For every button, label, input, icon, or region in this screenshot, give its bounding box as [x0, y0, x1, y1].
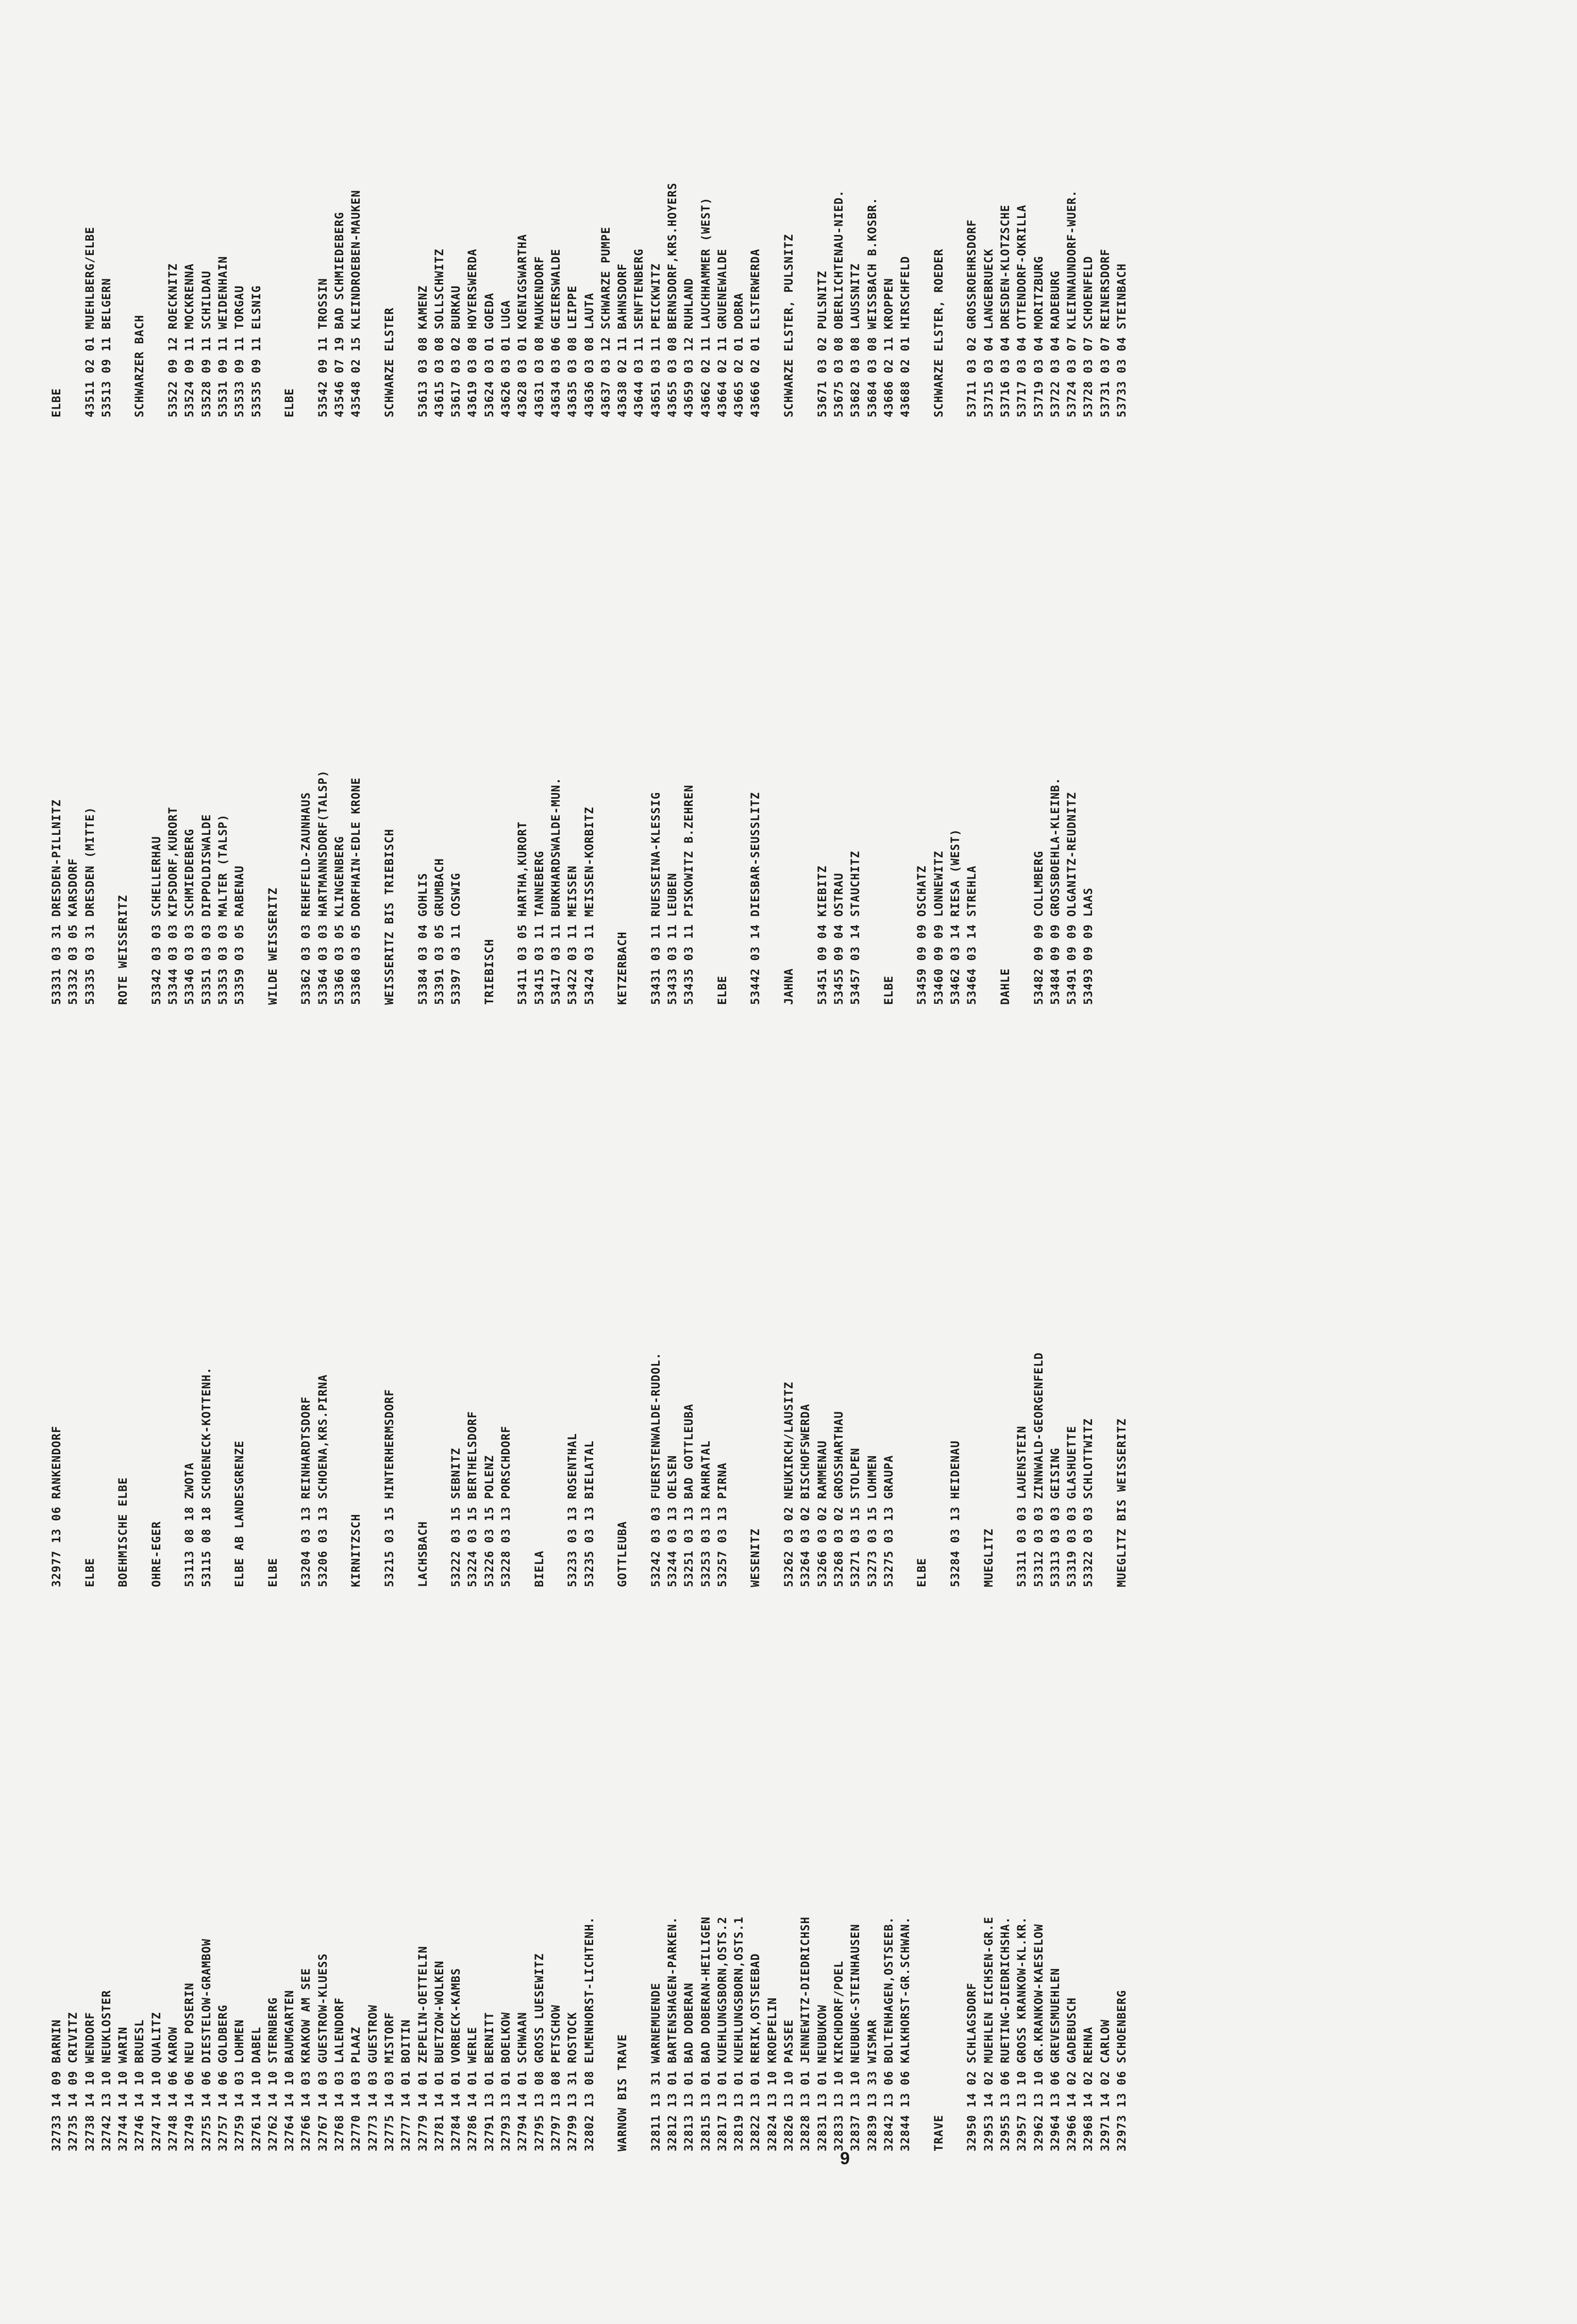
list-item: 53215 03 15 HINTERHERMSDORF [383, 1389, 396, 1587]
list-item: 43638 02 11 BAHNSDORF [616, 263, 630, 417]
list-item [798, 469, 814, 1005]
list-item: 32747 14 10 QUALITZ [150, 2012, 163, 2151]
list-item: 53459 09 09 OSCHATZ [916, 865, 929, 1005]
list-item: ELBE [882, 975, 896, 1005]
list-item: 53319 03 03 GLASHUETTE [1066, 1425, 1079, 1587]
list-item: 53491 09 09 OLGANITZ-REUDNITZ [1066, 791, 1079, 1005]
list-item: 53366 03 05 KLINGENBERG [333, 836, 347, 1005]
list-item: 32744 14 10 WARIN [117, 2026, 130, 2151]
list-item [998, 1051, 1014, 1587]
list-item: 53724 03 07 KLEINNAUNDORF-WUER. [1066, 190, 1079, 417]
list-item [914, 0, 931, 417]
list-item [1014, 469, 1031, 1005]
list-item [332, 1051, 348, 1587]
list-item: 43659 03 12 RUHLAND [683, 278, 696, 417]
list-item: 32817 13 01 KUEHLUNGSBORN,OSTS.2 [716, 1916, 729, 2151]
list-item: 53257 03 13 PIRNA [716, 1462, 729, 1587]
list-item [99, 1051, 115, 1587]
list-item: 53264 03 02 BISCHOFSWERDA [799, 1403, 813, 1587]
list-item: 53455 09 04 OSTRAU [832, 872, 846, 1005]
list-item: 53332 03 05 KARSDORF [67, 858, 80, 1005]
list-item: 53351 03 03 DIPPOLDISWALDE [200, 814, 213, 1005]
list-item: 43662 02 11 LAUCHHAMMER (WEST) [699, 197, 713, 417]
list-item [99, 469, 115, 1005]
list-item: WARNOW BIS TRAVE [616, 2034, 630, 2151]
list-item: 53224 03 15 BERTHELSDORF [466, 1411, 480, 1587]
list-item [598, 1051, 615, 1587]
list-item [964, 1051, 981, 1587]
list-item [498, 469, 515, 1005]
list-item: 53424 03 11 MEISSEN-KORBITZ [583, 806, 596, 1005]
list-item: 32973 13 06 SCHOENBERG [1116, 1990, 1129, 2151]
list-item: 53384 03 04 GOHLIS [416, 872, 430, 1005]
list-item: 53460 09 09 LONNEWITZ [932, 850, 946, 1005]
list-item: 53433 03 11 LEUBEN [666, 872, 679, 1005]
list-item: 43634 03 06 GEIERSWALDE [549, 248, 563, 417]
list-item: 53731 03 07 REINERSDORF [1099, 248, 1112, 417]
list-item: TRIEBISCH [483, 938, 496, 1005]
list-item: 53733 03 04 STEINBACH [1116, 263, 1129, 417]
list-item: 32833 13 10 KIRCHDORF/POEL [832, 1960, 846, 2151]
list-item: OHRE-EGER [150, 1521, 163, 1587]
list-item: 43615 03 08 SOLLSCHWITZ [433, 248, 446, 417]
list-item [948, 1615, 964, 2151]
list-item: 32748 14 06 KAROW [167, 2026, 180, 2151]
list-item: 53711 03 02 GROSSROEHRSDORF [966, 219, 979, 417]
list-item: 53524 09 11 MOCKRENNA [183, 263, 197, 417]
list-item: 53228 03 13 PORSCHDORF [500, 1425, 513, 1587]
list-item: KETZERBACH [616, 931, 630, 1005]
list-item [865, 469, 881, 1005]
list-item [465, 469, 481, 1005]
list-item: BOEHMISCHE ELBE [117, 1477, 130, 1587]
list-item [65, 0, 82, 417]
list-item: 53522 09 12 ROECKNITZ [167, 263, 180, 417]
list-item: 32735 14 09 CRIVITZ [67, 2012, 80, 2151]
list-item: 53482 09 09 COLLMBERG [1032, 850, 1046, 1005]
list-item: 32955 13 06 RUETING-DIEDRICHSHA. [999, 1916, 1012, 2151]
list-item: 32962 13 10 GR.KRANKOW-KAESELOW [1032, 1924, 1046, 2151]
column-1 [49, 1615, 1131, 2151]
list-item: 43511 02 01 MUEHLBERG/ELBE [83, 226, 97, 417]
list-item: 32784 14 01 VORBECK-KAMBS [450, 1967, 463, 2151]
list-item: ROTE WEISSERITZ [117, 895, 130, 1005]
list-item: 53717 03 04 OTTENDORF-OKRILLA [1016, 204, 1029, 417]
list-item: 53233 03 13 ROSENTHAL [566, 1433, 580, 1587]
list-item: 32746 14 10 BRUESL [133, 2019, 147, 2151]
page-number: 9 [840, 2149, 850, 2168]
list-item [432, 1051, 448, 1587]
list-item: 53422 03 11 MEISSEN [566, 865, 580, 1005]
list-item [215, 1051, 232, 1587]
list-item: 32767 14 03 GUESTROW-KLUESS [316, 1953, 330, 2151]
list-item: 32964 13 06 GREVESMUEHLEN [1049, 1967, 1062, 2151]
list-item: 32791 13 01 BERNITT [483, 2012, 496, 2151]
list-item: 53722 03 04 RADEBURG [1049, 271, 1062, 417]
list-item: 53542 09 11 TROSSIN [316, 278, 330, 417]
list-item: 43635 03 08 LEIPPE [566, 285, 580, 417]
list-item: 53411 03 05 HARTHA,KURORT [516, 821, 530, 1005]
list-item: 53335 03 31 DRESDEN (MITTE) [83, 806, 97, 1005]
list-item [115, 0, 132, 417]
list-item: 32831 13 01 NEUBUKOW [816, 2005, 829, 2151]
list-item: 53342 03 03 SCHELLERHAU [150, 836, 163, 1005]
list-item [931, 1051, 948, 1587]
list-item: 32968 14 02 REHNA [1082, 2026, 1096, 2151]
list-item [398, 1051, 415, 1587]
list-item: 43619 03 08 HOYERSWERDA [466, 248, 480, 417]
list-item: 53675 03 08 OBERLICHTENAU-NIED. [832, 190, 846, 417]
list-item [1098, 1051, 1114, 1587]
list-item [298, 0, 315, 417]
list-item: 53312 03 03 ZINNWALD-GEORGENFELD [1032, 1352, 1046, 1587]
list-item: 32802 13 08 ELMENHORST-LICHTENH. [583, 1916, 596, 2151]
list-item: 43546 07 19 BAD SCHMIEDEBERG [333, 212, 347, 417]
list-item: 53624 03 01 GOEDA [483, 292, 496, 417]
list-item: 32950 14 02 SCHLAGSDORF [966, 1982, 979, 2151]
list-item: 43637 03 12 SCHWARZE PUMPE [599, 226, 613, 417]
list-item: 53244 03 13 OELSEN [666, 1455, 679, 1587]
list-item: 32793 13 01 BOELKOW [500, 2012, 513, 2151]
list-item: 32797 13 08 PETSCHOW [549, 2005, 563, 2151]
list-item: 53617 03 02 BURKAU [450, 285, 463, 417]
list-item [631, 1615, 648, 2151]
list-item: 53251 03 13 BAD GOTTLEUBA [683, 1403, 696, 1587]
list-item: 32799 13 31 ROSTOCK [566, 2012, 580, 2151]
list-item: 53462 03 14 RIESA (WEST) [949, 829, 963, 1005]
list-item: 43655 03 08 BERNSDORF,KRS.HOYERS [666, 182, 679, 417]
list-item: 32824 13 10 KROEPELIN [766, 1997, 779, 2151]
list-item: SCHWARZER BACH [133, 314, 147, 417]
list-item: 32953 14 02 MUEHLEN EICHSEN-GR.E [982, 1916, 996, 2151]
list-item: 43686 02 11 KROPPEN [882, 278, 896, 417]
list-item: 43626 03 01 LUGA [500, 300, 513, 417]
list-item [365, 1051, 382, 1587]
list-item: 53457 03 14 STAUCHITZ [849, 850, 863, 1005]
list-item [398, 469, 415, 1005]
list-item: 53284 03 13 HEIDENAU [949, 1440, 963, 1587]
list-item [365, 0, 382, 417]
list-item: 32837 13 10 NEUBURG-STEINHAUSEN [849, 1924, 863, 2151]
list-item [914, 1615, 931, 2151]
list-item: 32775 14 03 MISTORF [383, 2012, 396, 2151]
list-item: 32828 13 01 JENNEWITZ-DIEDRICHSH [799, 1916, 813, 2151]
list-item: 53346 03 03 SCHMIEDEBERG [183, 829, 197, 1005]
list-item: 32781 14 01 BUETZOW-WOLKEN [433, 1960, 446, 2151]
list-item: 53311 03 03 LAUENSTEIN [1016, 1425, 1029, 1587]
column-2 [49, 1051, 1131, 1587]
list-item [548, 1051, 565, 1587]
list-item [981, 469, 998, 1005]
list-item: 53273 03 15 LOHMEN [866, 1455, 879, 1587]
list-item: 43665 02 01 DOBRA [733, 292, 746, 417]
list-item: 32733 14 09 BARNIN [51, 2019, 63, 2151]
list-item: 32759 14 03 LOHMEN [233, 2019, 247, 2151]
list-item: 53671 03 02 PULSNITZ [816, 271, 829, 417]
list-item: ELBE [266, 1558, 280, 1587]
list-item: 43636 03 08 LAUTA [583, 292, 596, 417]
list-item [631, 1051, 648, 1587]
list-item [249, 469, 265, 1005]
list-item: 53531 09 11 WEIDENHAIN [216, 256, 230, 417]
list-item: 32773 14 03 GUESTROW [366, 2005, 380, 2151]
list-item [132, 469, 148, 1005]
list-item: 43666 02 01 ELSTERWERDA [749, 248, 763, 417]
list-item: 53513 09 11 BELGERN [100, 278, 113, 417]
column-3 [49, 469, 1098, 1005]
list-item: ELBE [716, 975, 729, 1005]
list-item: 53226 03 15 POLENZ [483, 1455, 496, 1587]
list-item: SCHWARZE ELSTER, PULSNITZ [783, 233, 796, 417]
list-item: 43664 02 11 GRUENEWALDE [716, 248, 729, 417]
list-item: 32844 13 06 KALKHORST-GR.SCHWAN. [899, 1916, 913, 2151]
list-item: 53535 09 11 ELSNIG [250, 285, 263, 417]
list-item: 53484 09 09 GROSSBOEHLA-KLEINB. [1049, 777, 1062, 1005]
list-item [165, 1051, 182, 1587]
list-item: 43688 02 01 HIRSCHFELD [899, 256, 913, 417]
list-item [149, 0, 165, 417]
list-item: 53275 03 13 GRAUPA [882, 1455, 896, 1587]
list-item: ELBE AB LANDESGRENZE [233, 1440, 247, 1587]
list-item: 32777 14 01 BOITIN [400, 2019, 413, 2151]
list-item: 32757 14 06 GOLDBERG [216, 2005, 230, 2151]
list-item: 53235 03 13 BIELATAL [583, 1440, 596, 1587]
list-item: MUEGLITZ BIS WEISSERITZ [1116, 1418, 1129, 1587]
list-item: 53415 03 11 TANNEBERG [533, 850, 546, 1005]
list-item: 53359 03 05 RABENAU [233, 865, 247, 1005]
list-item: 53364 03 03 HARTMANNSDORF(TALSP) [316, 770, 330, 1005]
list-item: 43548 02 15 KLEINDROEBEN-MAUKEN [350, 190, 363, 417]
list-item [515, 1051, 531, 1587]
list-item: 53368 03 05 DORFHAIN-EDLE KRONE [350, 777, 363, 1005]
list-item: 32957 13 10 GROSS KRANKOW-KL.KR. [1016, 1916, 1029, 2151]
list-item: 32812 13 01 BARTENSHAGEN-PARKEN. [666, 1916, 679, 2151]
list-item: ELBE [916, 1558, 929, 1587]
list-item: 32842 13 06 BOLTENHAGEN,OSTSEEB. [882, 1916, 896, 2151]
list-item: ELBE [51, 388, 63, 417]
list-item: 53493 09 09 LAAS [1082, 887, 1096, 1005]
list-item: 53115 08 18 SCHOENECK-KOTTENH. [200, 1367, 213, 1587]
list-item: 32822 13 01 RERIK,OSTSEEBAD [749, 1953, 763, 2151]
list-item: 32738 14 10 WENDORF [83, 2012, 97, 2151]
list-item: 43631 03 08 MAUKENDORF [533, 256, 546, 417]
list-item [598, 469, 615, 1005]
list-item: 53391 03 05 GRUMBACH [433, 858, 446, 1005]
list-item [898, 469, 914, 1005]
list-item: 32811 13 31 WARNEMUENDE [649, 1982, 663, 2151]
list-item: 53204 03 13 REINHARDTSDORF [300, 1396, 313, 1587]
list-item: JAHNA [783, 968, 796, 1005]
list-item: BIELA [533, 1550, 546, 1587]
list-item: 32819 13 01 KUEHLUNGSBORN,OSTS.1 [733, 1916, 746, 2151]
list-item: 53716 03 04 DRESDEN-KLOTZSCHE [999, 204, 1012, 417]
list-item [132, 1051, 148, 1587]
list-item: 32786 14 01 WERLE [466, 2026, 480, 2151]
list-item: 32815 13 01 BAD DOBERAN-HEILIGEN [699, 1916, 713, 2151]
list-item: TRAVE [932, 2114, 946, 2151]
list-item: 53222 03 15 SEBNITZ [450, 1447, 463, 1587]
list-item [765, 469, 781, 1005]
list-item [631, 469, 648, 1005]
list-item: 53242 03 03 FUERSTENWALDE-RUDOL. [649, 1352, 663, 1587]
list-item [765, 1051, 781, 1587]
list-item [731, 469, 748, 1005]
list-item: 43644 03 11 SENFTENBERG [633, 248, 646, 417]
list-item: 53464 03 14 STREHLA [966, 865, 979, 1005]
list-item: 43651 03 11 PEICKWITZ [649, 263, 663, 417]
list-item: 53322 03 03 SCHLOTTWITZ [1082, 1418, 1096, 1587]
list-item [948, 0, 964, 417]
list-item [282, 469, 298, 1005]
list-item: SCHWARZE ELSTER [383, 307, 396, 417]
list-item: 32749 14 06 NEU POSERIN [183, 1982, 197, 2151]
list-item: 53362 03 03 REHEFELD-ZAUNHAUS [300, 791, 313, 1005]
list-item [265, 0, 282, 417]
list-item: 32755 14 06 DIESTELOW-GRAMBOW [200, 1938, 213, 2151]
list-item: 53431 03 11 RUESSEINA-KLESSIG [649, 791, 663, 1005]
list-item: 53451 09 04 KIEBITZ [816, 865, 829, 1005]
list-item: 32766 14 03 KRAKOW AM SEE [300, 1967, 313, 2151]
list-item [398, 0, 415, 417]
list-item: 53533 09 11 TORGAU [233, 285, 247, 417]
list-item: 53344 03 03 KIPSDORF,KURORT [167, 806, 180, 1005]
list-item: 32826 13 10 PASSEE [783, 2019, 796, 2151]
list-item: SCHWARZE ELSTER, ROEDER [932, 248, 946, 417]
list-item: 53442 03 14 DIESBAR-SEUSSLITZ [749, 791, 763, 1005]
list-item [698, 469, 715, 1005]
column-4 [49, 0, 1131, 417]
list-item: 32768 14 03 LALENDORF [333, 1997, 347, 2151]
list-item: 53715 03 04 LANGEBRUECK [982, 248, 996, 417]
list-item: 32742 13 10 NEUKLOSTER [100, 1990, 113, 2151]
list-item [365, 469, 382, 1005]
list-item: 32971 14 02 CARLOW [1099, 2019, 1112, 2151]
list-item: 32770 14 03 PLAAZ [350, 2026, 363, 2151]
list-item: 32977 13 06 RANKENDORF [51, 1425, 63, 1587]
list-item: MUEGLITZ [982, 1528, 996, 1587]
list-item: 53728 03 07 SCHOENFELD [1082, 256, 1096, 417]
list-item [282, 1051, 298, 1587]
list-item: 32761 14 10 DABEL [250, 2026, 263, 2151]
list-item: 53266 03 02 RAMMENAU [816, 1440, 829, 1587]
list-item: 53113 08 18 ZWOTA [183, 1462, 197, 1587]
list-item: 43628 03 01 KOENIGSWARTHA [516, 233, 530, 417]
list-item [731, 1051, 748, 1587]
list-item: DAHLE [999, 968, 1012, 1005]
list-item: 53417 03 11 BURKHARDSWALDE-MUN. [549, 777, 563, 1005]
list-item: 32794 14 01 SCHWAAN [516, 2012, 530, 2151]
list-item: 32966 14 02 GADEBUSCH [1066, 1997, 1079, 2151]
list-item: 53684 03 08 WEISSBACH B.KOSBR. [866, 197, 879, 417]
list-item: 53262 03 02 NEUKIRCH/LAUSITZ [783, 1382, 796, 1587]
list-item: 32839 13 33 WISMAR [866, 2019, 879, 2151]
list-item [765, 0, 781, 417]
list-item: 53271 03 15 STOLPEN [849, 1447, 863, 1587]
list-item: 53206 03 13 SCHOENA,KRS.PIRNA [316, 1374, 330, 1587]
list-item: 53253 03 13 RAHRATAL [699, 1440, 713, 1587]
list-item: 53331 03 31 DRESDEN-PILLNITZ [51, 799, 63, 1005]
list-item: 53353 03 03 MALTER (TALSP) [216, 814, 230, 1005]
list-item: 32779 14 01 ZEPELIN-OETTELIN [416, 1946, 430, 2151]
list-item: 53528 09 11 SCHILDAU [200, 271, 213, 417]
list-item [598, 1615, 615, 2151]
list-item [898, 1051, 914, 1587]
list-item: 53313 03 03 GEISING [1049, 1447, 1062, 1587]
list-item: ELBE [83, 1558, 97, 1587]
list-item: WESENITZ [749, 1528, 763, 1587]
list-item [798, 0, 814, 417]
list-item: 32762 14 10 STERNBERG [266, 1997, 280, 2151]
list-item: 53613 03 08 KAMENZ [416, 285, 430, 417]
list-item: 53719 03 04 MORITZBURG [1032, 256, 1046, 417]
list-item: WEISSERITZ BIS TRIEBISCH [383, 829, 396, 1005]
list-item: 53682 03 08 LAUSSNITZ [849, 263, 863, 417]
list-item [249, 1051, 265, 1587]
list-item: 32813 13 01 BAD DOBERAN [683, 1982, 696, 2151]
list-item [65, 1051, 82, 1587]
list-item: LACHSBACH [416, 1521, 430, 1587]
list-item: 32764 14 10 BAUMGARTEN [283, 1990, 297, 2151]
list-item: 53435 03 11 PISKOWITZ B.ZEHREN [683, 784, 696, 1005]
list-item: 53268 03 02 GROSSHARTHAU [832, 1411, 846, 1587]
list-item: 53397 03 11 COSWIG [450, 872, 463, 1005]
list-item: GOTTLEUBA [616, 1521, 630, 1587]
list-item: WILDE WEISSERITZ [266, 887, 280, 1005]
list-item: 32795 13 08 GROSS LUESEWITZ [533, 1953, 546, 2151]
list-item: ELBE [283, 388, 297, 417]
list-item: KIRNITZSCH [350, 1513, 363, 1587]
